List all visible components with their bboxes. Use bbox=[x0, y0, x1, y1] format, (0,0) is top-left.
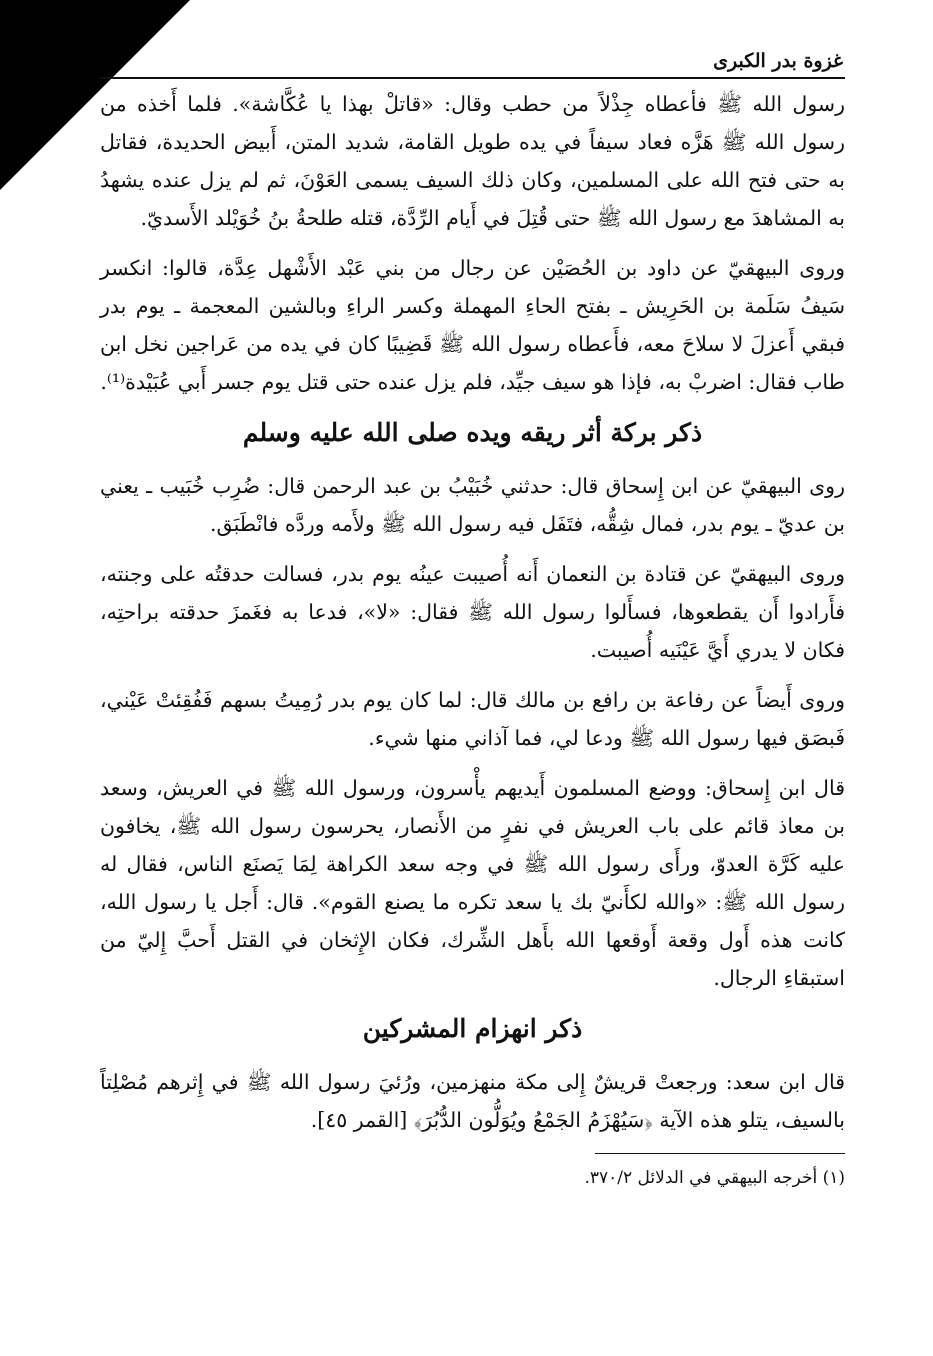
paragraph bbox=[100, 249, 845, 401]
paragraph bbox=[100, 1063, 845, 1139]
paragraph-text: رسول الله ﷺ فأعطاه جِذْلاً من حطب وقال: «قاتلْ بهذا يا عُكَّاشة». فلما أَخذه من رسول الله ﷺ هَزَّه فعاد سيفاً في يده طويل القامة، شديد المتن، أَبيض الحديدة، فقاتل به حتى فتح الله على المسلمين، وكان ذلك السيف يسمى العَوْنَ، ثم لم يزل عنده يشهدُ به المشاهدَ مع رسول الله ﷺ حتى قُتِلَ في أَيام الرِّدَّة، قتله طلحةُ بنُ خُوَيْلد الأَسديّ. bbox=[100, 92, 845, 230]
section-heading: ذكر انهزام المشركين bbox=[362, 1014, 583, 1043]
paragraph bbox=[100, 555, 845, 669]
paragraph-text: قال ابن إِسحاق: ووضع المسلمون أَيديهم يأْسرون، ورسول الله ﷺ في العريش، وسعد بن معاذ قائم على باب العريش في نفرٍ من الأَنصار، يحرسون رسول الله ﷺ، يخافون عليه كَرَّة العدوّ، ورأَى رسول الله ﷺ في وجه سعد الكراهة لِمَا يَصنَع الناس، فقال له رسول الله ﷺ: «والله لكأَنيّ بك يا سعد تكره ما يصنع القوم». قال: أَجل يا رسول الله، كانت هذه أَول وقعة أَوقعها الله بأَهل الشِّرك، فكان الإِثخان في القتل أَحبَّ إِليّ من استبقاءِ الرجال. bbox=[100, 776, 845, 990]
paragraph-text: وروى البيهقيّ عن داود بن الحُصَيْن عن رجال من بني عَبْد الأَشْهل عِدَّة، قالوا: انكسر سَيفُ سَلَمة بن الحَرِيش ـ بفتح الحاءِ المهملة وكسر الراءِ وبالشين المعجمة ـ يوم بدر فبقي أَعزلَ لا سلاحَ معه، فأَعطاه رسول الله ﷺ قَضِيبًا كان في يده من عَراجين نخل ابن طاب فقال: اضربْ به، فإذا هو سيف جيِّد، فلم يزل عنده حتى قتل يوم جسر أَبي عُبَيْدة⁽¹⁾. bbox=[100, 256, 845, 394]
paragraph bbox=[100, 769, 845, 997]
paragraph-text: وروى أَيضاً عن رفاعة بن رافع بن مالك قال: لما كان يوم بدر رُمِيتُ بسهم فَفُقِئتْ عَيْني، فَبصَق فيها رسول الله ﷺ ودعا لي، فما آذاني منها شيء. bbox=[100, 688, 845, 750]
paragraph bbox=[100, 467, 845, 543]
paragraph-text: روى البيهقيّ عن ابن إِسحاق قال: حدثني خُبَيْبُ بن عبد الرحمن قال: ضُرِب خُبَيب ـ يعني بن عديّ ـ يوم بدر، فمال شِقُّه، فتَفَل فيه رسول الله ﷺ ولأَمه وردَّه فانْطَبَق. bbox=[100, 474, 845, 536]
section-heading: ذكر بركة أثر ريقه ويده صلى الله عليه وسلم bbox=[242, 418, 703, 447]
running-head: غزوة بدر الكبرى bbox=[713, 50, 843, 72]
paragraph-text: قال ابن سعد: ورجعتْ قريشٌ إِلى مكة منهزمين، ورُئيَ رسول الله ﷺ في إِثرهم مُصْلِتاً بالسيف، يتلو هذه الآية ﴿سَيُهْزَمُ الجَمْعُ ويُوَلُّون الدُّبُرَ﴾ [القمر ٤٥]. bbox=[100, 1070, 845, 1132]
header-rule bbox=[100, 77, 845, 79]
book-page bbox=[100, 48, 845, 1192]
paragraph-text: وروى البيهقيّ عن قتادة بن النعمان أَنه أُصيبت عينُه يوم بدر، فسالت حدقتُه على وجنته، فأَرادوا أَن يقطعوها، فسأَلوا رسول الله ﷺ فقال: «لا»، فدعا به فغَمزَ حدقته براحتِه، فكان لا يدري أَيَّ عَيْنَيه أُصيبت. bbox=[100, 562, 845, 662]
paragraph bbox=[100, 681, 845, 757]
footnote: (١) أخرجه البيهقي في الدلائل ٣٧٠/٢. bbox=[584, 1168, 845, 1188]
footnote-rule bbox=[595, 1153, 845, 1154]
paragraph bbox=[100, 85, 845, 237]
